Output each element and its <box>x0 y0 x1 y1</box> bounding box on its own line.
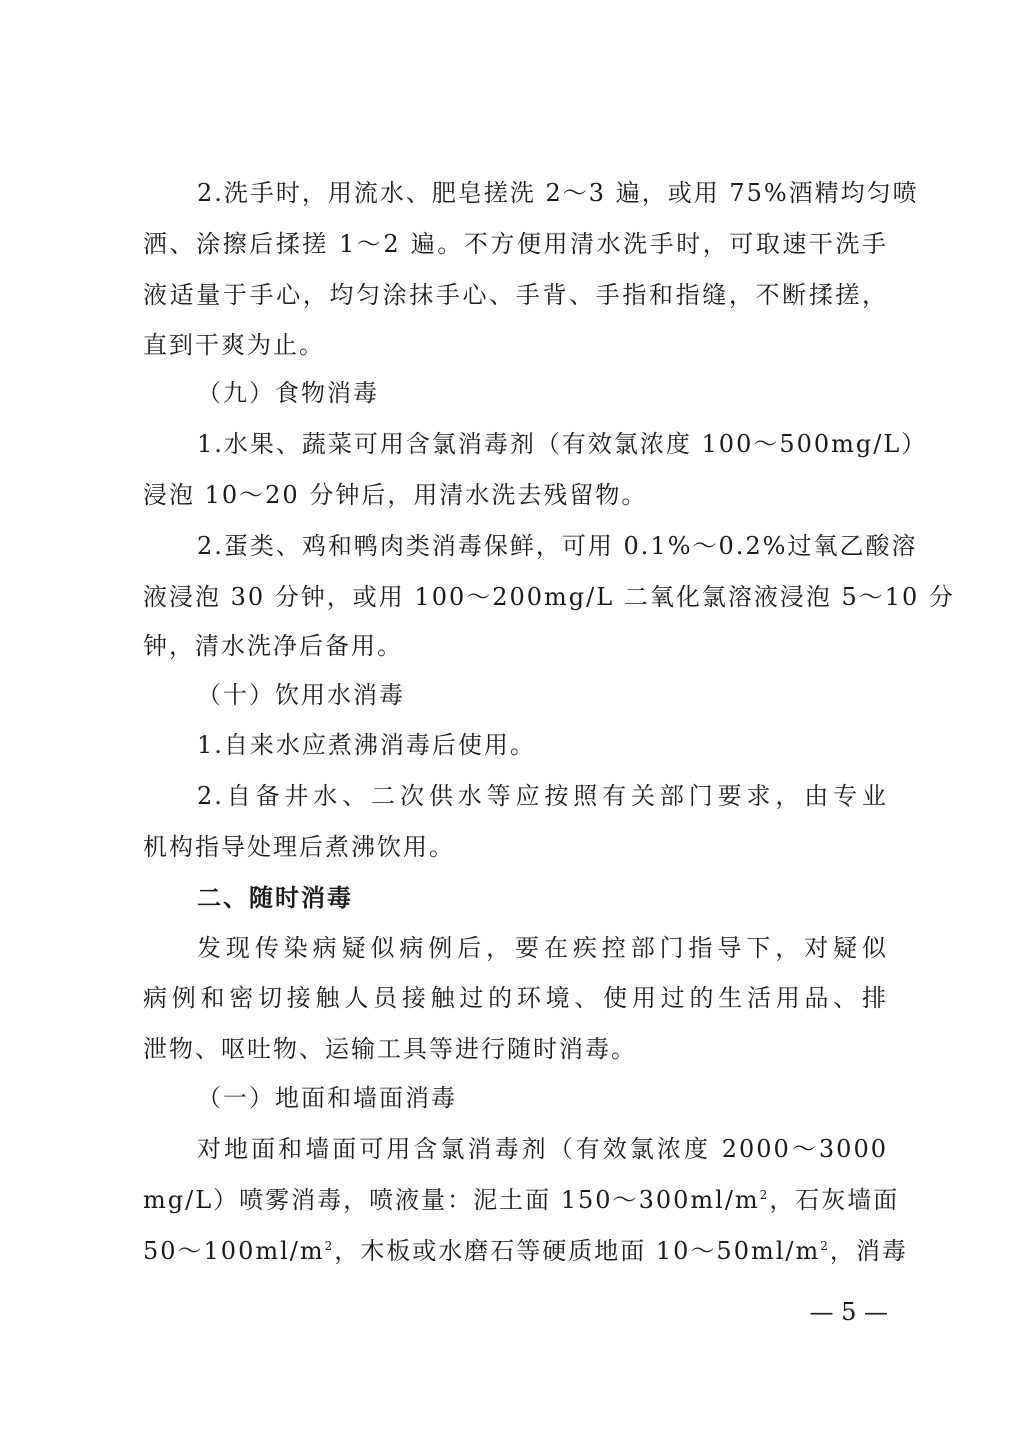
paragraph-line: 对地面和墙面可用含氯消毒剂（有效氯浓度 2000～3000 <box>197 1135 888 1163</box>
paragraph-line: 病例和密切接触人员接触过的环境、使用过的生活用品、排 <box>143 984 888 1012</box>
section-heading: （九）食物消毒 <box>197 379 379 407</box>
paragraph-line: 2.洗手时，用流水、肥皂搓洗 2～3 遍，或用 75%酒精均匀喷 <box>197 179 919 207</box>
paragraph-line: 浸泡 10～20 分钟后，用清水洗去残留物。 <box>143 481 648 509</box>
paragraph-line: 液浸泡 30 分钟，或用 100～200mg/L 二氧化氯溶液浸泡 5～10 分 <box>143 583 955 611</box>
superscript: 2 <box>324 1239 335 1253</box>
paragraph-line: 直到干爽为止。 <box>143 331 325 359</box>
section-heading: （十）饮用水消毒 <box>197 681 405 709</box>
superscript: 2 <box>759 1188 770 1202</box>
section-heading-bold: 二、随时消毒 <box>197 884 353 912</box>
paragraph-line: 液适量于手心，均匀涂抹手心、手背、手指和指缝，不断揉搓， <box>143 281 888 309</box>
text-run: ，消毒 <box>829 1237 908 1265</box>
section-heading: （一）地面和墙面消毒 <box>197 1084 457 1112</box>
paragraph-line: 洒、涂擦后揉搓 1～2 遍。不方便用清水洗手时，可取速干洗手 <box>143 230 888 258</box>
paragraph-line <box>143 1185 900 1215</box>
paragraph-line: 1.水果、蔬菜可用含氯消毒剂（有效氯浓度 100～500mg/L） <box>197 430 928 458</box>
paragraph-line: 1.自来水应煮沸消毒后使用。 <box>197 731 536 759</box>
paragraph-line: 钟，清水洗净后备用。 <box>143 632 403 660</box>
text-run: 50～100ml/m <box>143 1237 325 1265</box>
paragraph-line: 机构指导处理后煮沸饮用。 <box>143 833 455 861</box>
text-run: ，木板或水磨石等硬质地面 10～50ml/m <box>334 1237 821 1265</box>
text-run: ，石灰墙面 <box>769 1186 900 1214</box>
paragraph-line: 发现传染病疑似病例后，要在疾控部门指导下，对疑似 <box>197 934 888 962</box>
paragraph-line: 2.蛋类、鸡和鸭肉类消毒保鲜，可用 0.1%～0.2%过氧乙酸溶 <box>197 532 918 560</box>
paragraph-line: 2.自备井水、二次供水等应按照有关部门要求，由专业 <box>197 782 888 810</box>
text-run: mg/L）喷雾消毒，喷液量：泥土面 150～300ml/m <box>143 1186 760 1214</box>
page-number: — 5 — <box>809 1298 888 1326</box>
paragraph-line <box>143 1236 908 1266</box>
paragraph-line: 泄物、呕吐物、运输工具等进行随时消毒。 <box>143 1035 637 1063</box>
superscript: 2 <box>820 1239 830 1253</box>
